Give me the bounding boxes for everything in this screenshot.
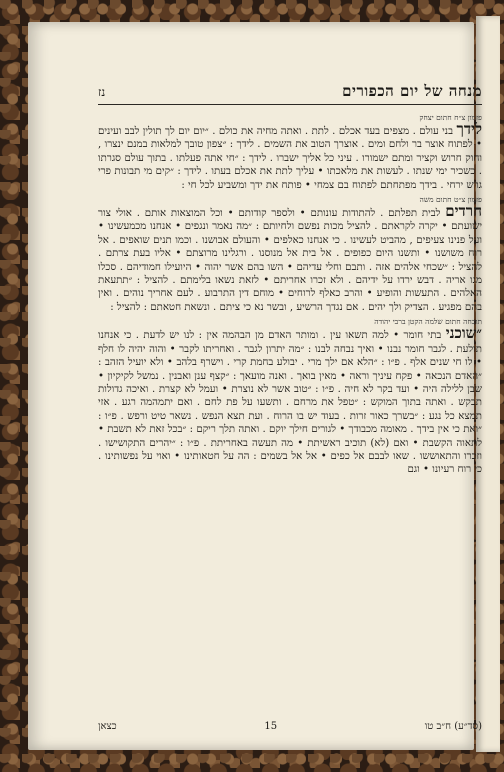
section-lead-word: לידך [456, 120, 482, 138]
section-2 [98, 195, 482, 314]
page-content [98, 82, 482, 732]
section-1 [98, 113, 482, 192]
section-lead-word: חרדים [445, 202, 482, 221]
running-header [98, 82, 482, 105]
section-label: פזמון צ״ט חתום משה [419, 195, 482, 205]
section-label: תוכחה חתום שלמה הקטן ברבי יהודה [374, 317, 482, 327]
footer-right-mark: (סד״ע) ח״ב טו [424, 721, 482, 732]
footer-catchword: כצאן [98, 721, 117, 732]
section-3 [98, 317, 482, 476]
book-page [28, 22, 482, 750]
section-label: פזמון צ״ח חתום יצחק [419, 113, 482, 122]
page-footer [98, 721, 482, 732]
section-paragraph [98, 120, 482, 192]
section-paragraph [98, 324, 482, 476]
section-lead-word: ״שוכני [445, 324, 482, 343]
header-title: מנחה של יום הכפורים [342, 82, 482, 100]
section-text: לבית תפלתם . להתודות עונותם • ולספר קודותם • וכל המוצאות אותם . אולי צור ישועתם • יקרה לקראתם . להציל מכות נפשם ולחיותם : ״מה נאמר ונגפים • אנחנו מכמעשינו • ועל פנינו צעיפים , מהביט לעשינו . כי אנחנו כאלפים • והעולם אבושנו . וכמו תנים שואפים . אל רוח משושנו • ותשנו היום כפופים . אל בית אל מנוסנו . ורגלינו מרוצתם • אליו בעת צרתם . להציל : ״שכחי אלהים אזה . ותבם וחלי עדיהם • השו בהם אשר יהוה • היועילו חמודיהם . סכלו מגו אריה . דבש ירדו על ידיהם . ולא זכרו אחריתם • לזאת נשאו בלימתם . להציל : ״תתעאת האלהים . התעשות והופיע • והרב כאלף לרוחים • מוחם דין התרבוע . לעם אחריך נוהים . ואין בהם מפגיע . הצדיק ולך יהים . אם נגדך הרשיע , ובשר נא כי ציתם . ונשאת חטאתם : להציל : [98, 208, 482, 313]
header-page-number: נז [98, 85, 106, 99]
section-text: בני עולם . מצפים בעד אכלם . לתת . ואתה מחיה את כולם . ״יום יום לך תולין לבב ועינים • לפתוח אוצר בר ולחם ומים . אוצרך הטוב את השמים . לידך : ״צפון טובך למלאות במנם ינצרו , וחוק חרוש וקציר ומתם ישמורו . עיני כל אליך ישברו . לידך : ״חי אתה פעלתו . בתוך עולם סגרתו . כשכיר ימי שנתו . לעשות את מלאכתו • עליך לתת את אכלם בעתו . לידך : ״קים מי תבונות פרי גרש ירחי . בידך מפתחתם לפתוח בם צמחי • פותח את ידך ומשביע לכל חי : [98, 126, 482, 191]
section-paragraph [98, 202, 482, 314]
footer-page-ref: 15 [264, 721, 278, 732]
section-text: בתי חומר • למה תשאו עין . ומותר האדם מן הבהמה אין : לנו יש לדעת . כי אנחנו תולעת . לגבר חומר נבנו • ואיך נבחה לבנו : ״מה יתרון לגבר . ואחריתו לקבר • והוה יהיה לו חלף • לו חי שנים אלף . פ״ו : ״הלא אם ילך מרי . יבולע בחמת קרי . וישרף בלהב • ולא יועיל הזהב : ״האדם הנכאה • פקח עיניך וראה • מאין בואך . ואנה מועאך : ״קצף ענן ואבנין . נמשל לקיקיון • שבן ללילה היה • ועד בקר לא חיה . פ״ו : ״טוב אשר לא נוצרת • ועמל לא קצרת . ואיכה גדולות תבקש . ואתה בתוך המוקש : ״טפל את מרחם . ותשעו על פת לחם . ואם יתמהמה רגע . אזי תמצא כל נגע : ״בשרך כאור זרות . בעוד יש בו הרוח . ועת תצא הנפש . נשאר טיט ורפש . פ״ו : ״ואת כי אין בידך . מאומה מכבודך • לגורים חילך יוקם . ואתה תלך ריקם : ״בכל זאת לא תשבת • לתאוה הקשבת • ואם (לא) תוכיב ראשיתת • מה תעשה באחריתת . פ״ו : ״יהרים התקושישו . וזכרו והתאוששו . שאו לבבם אל כפים • אל אל בשמים : הה על חטאותינו • ואוי על נפשותינו . כי רוח רעיונו • וגם [98, 330, 482, 476]
